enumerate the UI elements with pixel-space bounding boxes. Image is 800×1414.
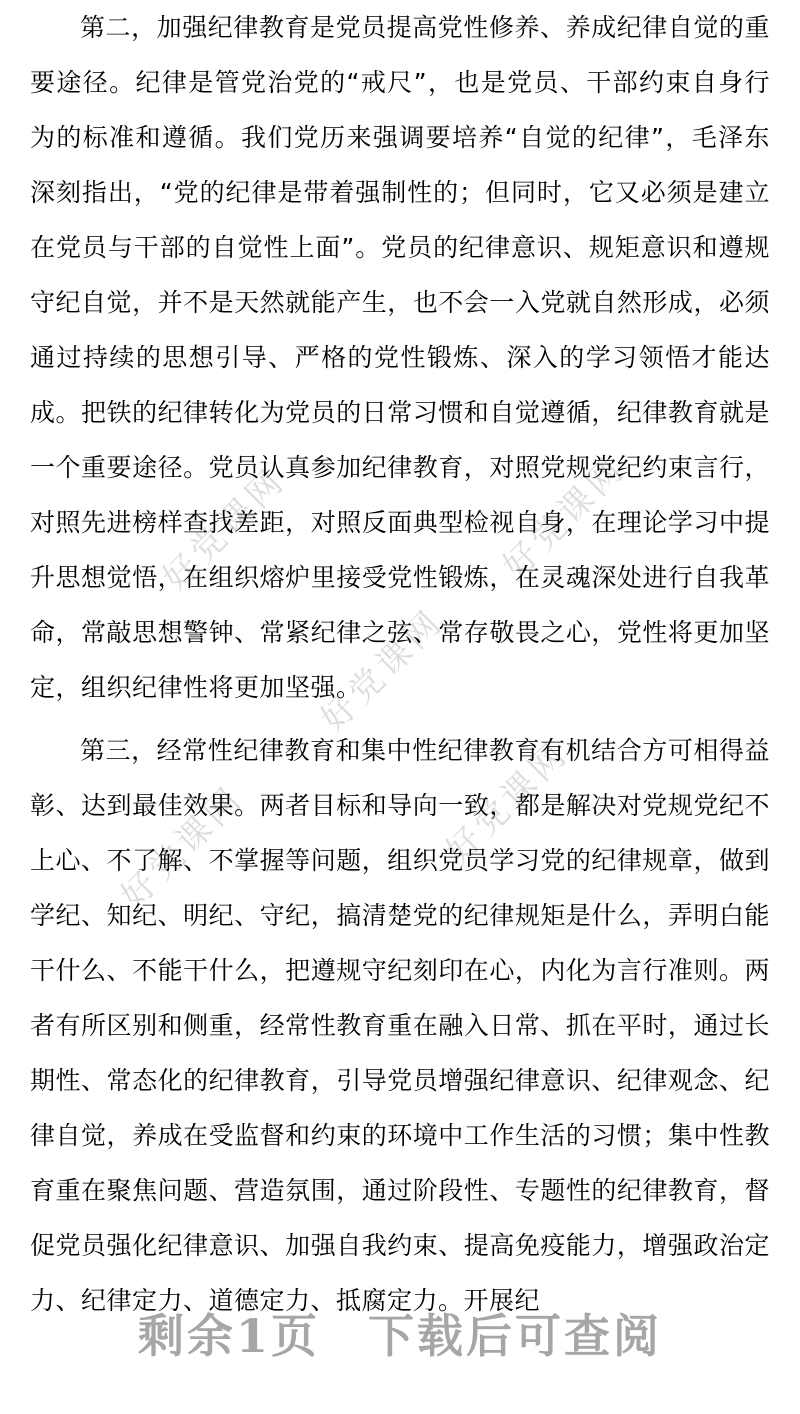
watermark-text: 好党课网: [155, 460, 294, 599]
download-to-view-label: 下载后可查阅: [368, 1309, 662, 1363]
paragraph-third-point: 第三，经常性纪律教育和集中性纪律教育有机结合方可相得益彰、达到最佳效果。两者目标和导向一致，都是解决对党规党纪不上心、不了解、不掌握等问题，组织党员学习党的纪律规章，做到学纪、知纪、明纪、守纪，搞清楚党的纪律规矩是什么，弄明白能干什么、不能干什么，把遵规守纪刻印在心，内化为言行准则。两者有所区别和侧重，经常性教育重在融入日常、抓在平时，通过长期性、常态化的纪律教育，引导党员增强纪律意识、纪律观念、纪律自觉，养成在受监督和约束的环境中工作生活的习惯；集中性教育重在聚焦问题、营造氛围，通过阶段性、专题性的纪律教育，督促党员强化纪律意识、加强自我约束、提高免疫能力，增强政治定力、纪律定力、道德定力、抵腐定力。开展纪: [30, 736, 770, 1315]
watermark-text: 好党课网: [113, 778, 252, 917]
remaining-pages-label: 剩余1页: [137, 1309, 320, 1363]
watermark-text: 好党课网: [438, 733, 577, 872]
remaining-pages-notice: [0, 1300, 800, 1366]
watermark-text: 好党课网: [313, 601, 452, 740]
paragraph-second-point: 第二，加强纪律教育是党员提高党性修养、养成纪律自觉的重要途径。纪律是管党治党的“戒尺”，也是党员、干部约束自身行为的标准和遵循。我们党历来强调要培养“自觉的纪律”，毛泽东深刻指出，“党的纪律是带着强制性的；但同时，它又必须是建立在党员与干部的自觉性上面”。党员的纪律意识、规矩意识和遵规守纪自觉，并不是天然就能产生，也不会一入党就自然形成，必须通过持续的思想引导、严格的党性锻炼、深入的学习领悟才能达成。把铁的纪律转化为党员的日常习惯和自觉遵循，纪律教育就是一个重要途径。党员认真参加纪律教育，对照党规党纪约束言行，对照先进榜样查找差距，对照反面典型检视自身，在理论学习中提升思想觉悟，在组织熔炉里接受党性锻炼，在灵魂深处进行自我革命，常敲思想警钟、常紧纪律之弦、常存敬畏之心，党性将更加坚定，组织纪律性将更加坚强。: [30, 13, 770, 702]
watermark-text: 好党课网: [495, 448, 634, 587]
